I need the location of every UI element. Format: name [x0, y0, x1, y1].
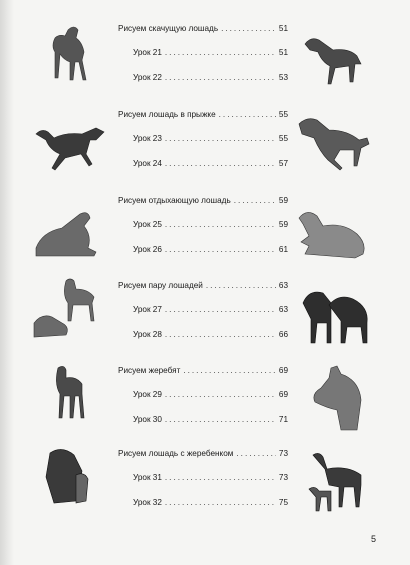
- dot-leader: [165, 48, 276, 58]
- leaping-horse-icon: [295, 108, 373, 178]
- toc-section-title-row[interactable]: [118, 449, 288, 459]
- resting-horse-icon: [295, 200, 373, 270]
- mare-and-foal-icon: [295, 449, 373, 519]
- dot-leader: [165, 330, 276, 340]
- dot-leader: [183, 366, 276, 376]
- toc-section-title-row[interactable]: [118, 366, 288, 376]
- lesson-label: Урок 25: [133, 220, 162, 229]
- page-ref: 73: [278, 473, 288, 482]
- lesson-label: Урок 28: [133, 330, 162, 339]
- running-horse-icon: [295, 30, 373, 100]
- page-ref: 61: [278, 245, 288, 254]
- toc-lesson-row[interactable]: [133, 245, 288, 255]
- dot-leader: [165, 73, 276, 83]
- lesson-label: Урок 29: [133, 390, 162, 399]
- lying-horse-icon: [30, 196, 108, 266]
- dot-leader: [221, 24, 276, 34]
- galloping-horse-icon: [30, 20, 108, 90]
- toc-lesson-row[interactable]: [133, 134, 288, 144]
- page-ref: 51: [278, 48, 288, 57]
- horse-head-icon: [295, 364, 373, 434]
- toc-lesson-row[interactable]: [133, 220, 288, 230]
- toc-lesson-row[interactable]: [133, 48, 288, 58]
- page-ref: 73: [278, 449, 288, 458]
- page-ref: 63: [278, 281, 288, 290]
- dot-leader: [219, 110, 276, 120]
- page-ref: 51: [278, 24, 288, 33]
- page-ref: 66: [278, 330, 288, 339]
- section-title: Рисуем лошадь с жеребенком: [118, 449, 234, 458]
- dot-leader: [165, 305, 276, 315]
- toc-section-foals: [0, 360, 410, 446]
- lesson-label: Урок 30: [133, 415, 162, 424]
- page-ref: 71: [278, 415, 288, 424]
- page-ref: 53: [278, 73, 288, 82]
- page-ref: 63: [278, 305, 288, 314]
- dot-leader: [165, 498, 276, 508]
- toc-section-title-row[interactable]: [118, 24, 288, 34]
- section-title: Рисуем пару лошадей: [118, 281, 203, 290]
- page-ref: 55: [278, 134, 288, 143]
- lesson-label: Урок 32: [133, 498, 162, 507]
- toc-section-pair: [0, 275, 410, 361]
- page-ref: 69: [278, 390, 288, 399]
- page-ref: 57: [278, 159, 288, 168]
- lesson-label: Урок 26: [133, 245, 162, 254]
- dot-leader: [236, 449, 275, 459]
- toc-section-title-row[interactable]: [118, 196, 288, 206]
- jumping-horse-icon: [30, 112, 108, 182]
- toc-lesson-row[interactable]: [133, 305, 288, 315]
- mare-foal-head-icon: [30, 445, 108, 515]
- dot-leader: [165, 390, 276, 400]
- lesson-label: Урок 31: [133, 473, 162, 482]
- toc-lesson-row[interactable]: [133, 498, 288, 508]
- toc-lesson-row[interactable]: [133, 390, 288, 400]
- page-ref: 69: [278, 366, 288, 375]
- page-ref: 59: [278, 196, 288, 205]
- toc-lesson-row[interactable]: [133, 159, 288, 169]
- lesson-label: Урок 27: [133, 305, 162, 314]
- foal-icon: [30, 362, 108, 432]
- toc-section-title-row[interactable]: [118, 110, 288, 120]
- dot-leader: [165, 134, 276, 144]
- dot-leader: [165, 159, 276, 169]
- two-horses-icon: [295, 283, 373, 353]
- toc-section-title-row[interactable]: [118, 281, 288, 291]
- page-number: 5: [371, 534, 377, 544]
- toc-section-resting: [0, 190, 410, 276]
- toc-lesson-row[interactable]: [133, 473, 288, 483]
- section-title: Рисуем отдыхающую лошадь: [118, 196, 231, 205]
- toc-lesson-row[interactable]: [133, 415, 288, 425]
- section-title: Рисуем лошадь в прыжке: [118, 110, 216, 119]
- dot-leader: [206, 281, 276, 291]
- toc-section-galloping: [0, 18, 410, 104]
- toc-lesson-row[interactable]: [133, 73, 288, 83]
- toc-lesson-row[interactable]: [133, 330, 288, 340]
- page-ref: 55: [278, 110, 288, 119]
- toc-section-jumping: [0, 104, 410, 190]
- toc-section-mare-foal: [0, 443, 410, 529]
- page-ref: 75: [278, 498, 288, 507]
- dot-leader: [165, 473, 276, 483]
- dot-leader: [165, 220, 276, 230]
- dot-leader: [234, 196, 276, 206]
- dot-leader: [165, 245, 276, 255]
- page-ref: 59: [278, 220, 288, 229]
- lesson-label: Урок 24: [133, 159, 162, 168]
- dot-leader: [165, 415, 276, 425]
- section-title: Рисуем жеребят: [118, 366, 181, 375]
- horse-pair-icon: [30, 277, 108, 347]
- section-title: Рисуем скачущую лошадь: [118, 24, 219, 33]
- lesson-label: Урок 22: [133, 73, 162, 82]
- lesson-label: Урок 21: [133, 48, 162, 57]
- lesson-label: Урок 23: [133, 134, 162, 143]
